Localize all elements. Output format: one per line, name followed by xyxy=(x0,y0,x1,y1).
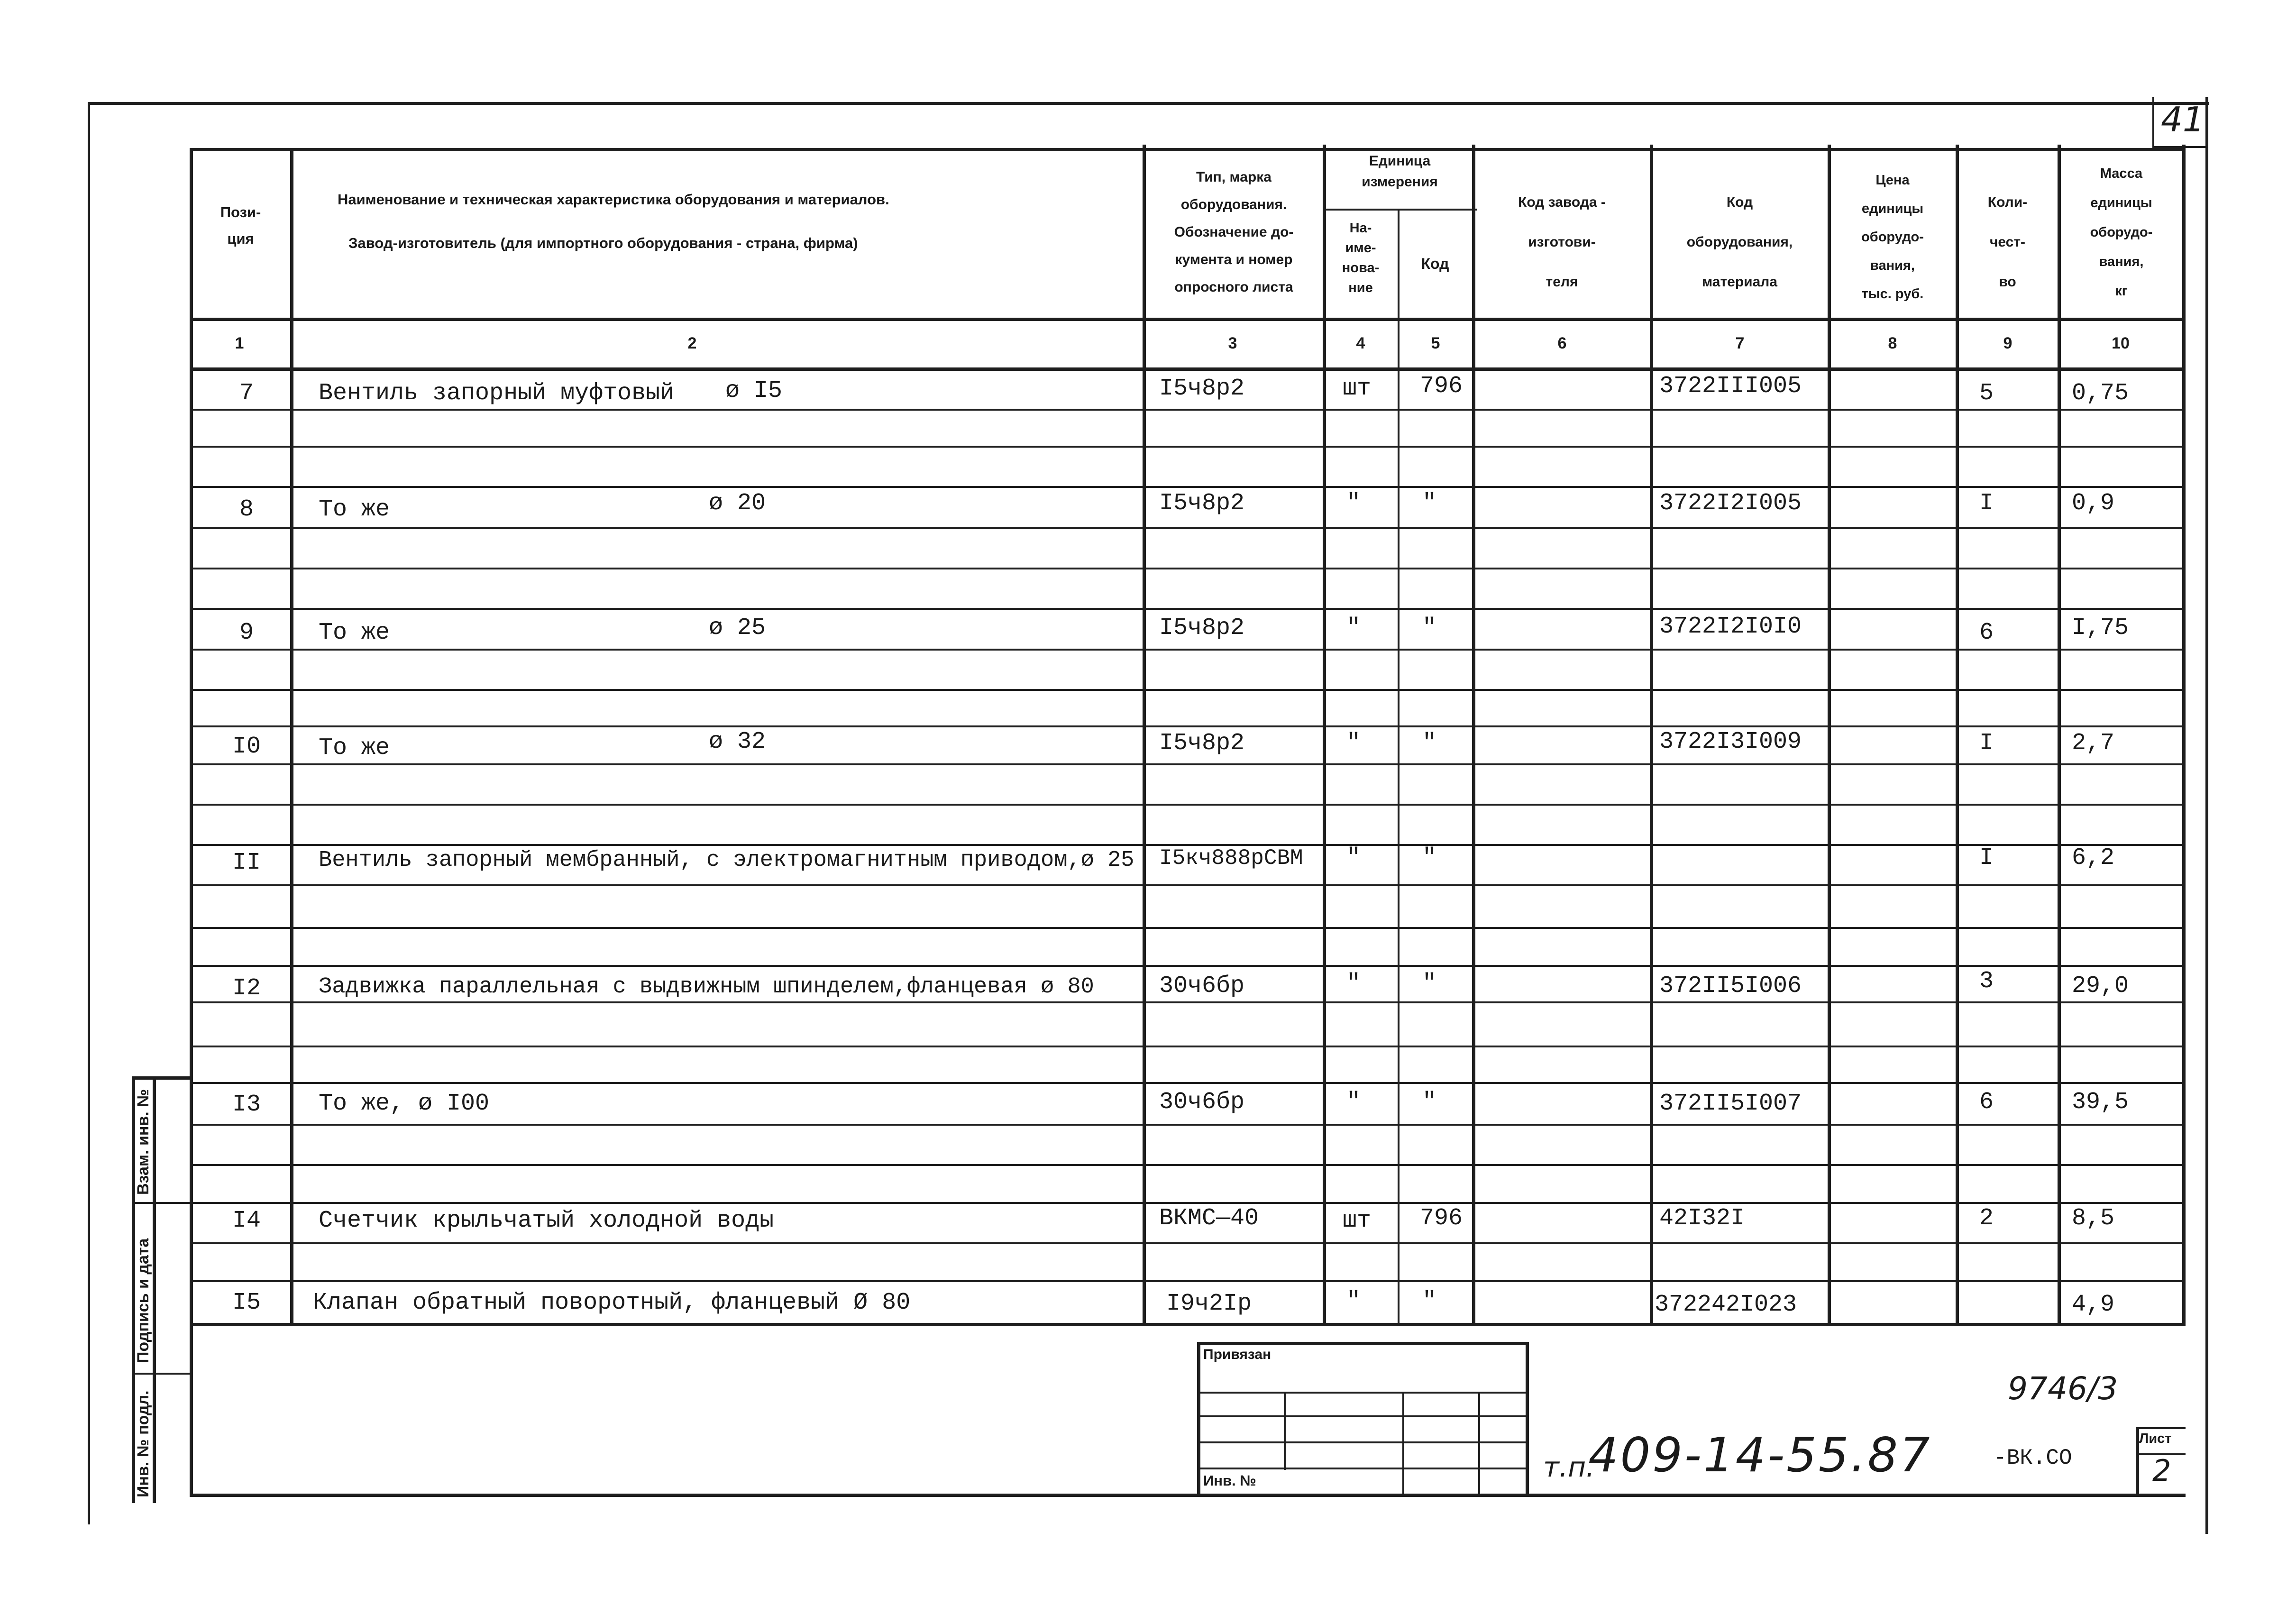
col-line-3 xyxy=(1143,145,1146,1326)
inv-no-label: Инв. № xyxy=(1203,1472,1256,1489)
row-type: 30ч6бр xyxy=(1159,973,1245,1000)
stamp-divider-2 xyxy=(132,1373,191,1375)
row-type: I9ч2Iр xyxy=(1166,1290,1252,1317)
col-line-2 xyxy=(290,148,293,1326)
colnum-2: 2 xyxy=(687,334,697,352)
row-line xyxy=(190,725,2186,727)
row-unit-code: " xyxy=(1422,615,1437,642)
row-mass: 4,9 xyxy=(2072,1291,2115,1318)
row-equipment-code: 3722III005 xyxy=(1659,373,1802,400)
row-name: Задвижка параллельная с выдвижным шпинделем,фланцевая ø 80 xyxy=(319,974,1094,1000)
stamp-vzam-inv: Взам. инв. № xyxy=(134,1089,152,1195)
row-type: I5кч888рСВМ xyxy=(1159,846,1303,871)
header-type: Тип, марка оборудования. Обозначение до- кумента и номер опросного листа xyxy=(1174,169,1294,295)
header-name-line1: Наименование и техническая характеристика оборудования и материалов. xyxy=(338,191,889,208)
row-position: I2 xyxy=(232,975,261,1002)
row-line xyxy=(190,649,2186,651)
row-unit: шт xyxy=(1343,375,1372,402)
row-position: I0 xyxy=(232,733,261,760)
row-position: I3 xyxy=(232,1091,261,1118)
row-name: Счетчик крыльчатый холодной воды xyxy=(319,1207,774,1234)
row-unit: " xyxy=(1346,1288,1361,1315)
row-line xyxy=(190,927,2186,929)
sheet-number: 2 xyxy=(2152,1453,2171,1488)
row-line xyxy=(190,763,2186,765)
row-quantity: 6 xyxy=(1979,619,1994,646)
stamp-inv-podl: Инв. № подл. xyxy=(134,1390,152,1497)
row-name: Вентиль запорный мембранный, с электромагнитным приводом,ø 25 xyxy=(319,848,1134,873)
row-quantity: 6 xyxy=(1979,1089,1994,1116)
row-line xyxy=(190,1202,2186,1204)
row-position: 7 xyxy=(239,380,254,407)
privyazan-top xyxy=(1197,1342,1529,1345)
stamp-podpis-data: Подпись и дата xyxy=(134,1238,152,1363)
row-unit-code: 796 xyxy=(1420,373,1463,400)
colnum-6: 6 xyxy=(1557,334,1567,352)
col-line-4 xyxy=(1323,145,1326,1326)
privyazan-right xyxy=(1526,1342,1529,1496)
row-position: I5 xyxy=(232,1289,261,1316)
outer-frame-right xyxy=(2205,97,2208,1534)
row-equipment-code: 3722I2I0I0 xyxy=(1659,613,1802,640)
row-type: 30ч6бр xyxy=(1159,1089,1245,1116)
table-top-line xyxy=(190,148,2186,151)
row-line xyxy=(190,1164,2186,1166)
header-quantity: Коли- чест- во xyxy=(1987,194,2028,290)
unit-subheader-line xyxy=(1325,209,1477,211)
header-equipment-code: Код оборудования, материала xyxy=(1686,194,1793,290)
outer-frame-top xyxy=(88,102,2209,105)
row-mass: 8,5 xyxy=(2072,1205,2115,1232)
colnum-4: 4 xyxy=(1356,334,1365,352)
header-name-line2: Завод-изготовитель (для импортного оборудования - страна, фирма) xyxy=(348,235,858,251)
row-line xyxy=(190,1001,2186,1003)
row-name: То же, ø I00 xyxy=(319,1090,490,1117)
row-name: Вентиль запорный муфтовый xyxy=(319,380,675,407)
header-factory-code: Код завода - изготови- теля xyxy=(1518,194,1606,290)
header-mass: Масса единицы оборудо- вания, кг xyxy=(2090,166,2153,299)
frame-bottom-left xyxy=(190,1323,193,1497)
row-line xyxy=(190,1242,2186,1244)
header-unit-price: Цена единицы оборудо- вания, тыс. руб. xyxy=(1861,173,1924,302)
row-line xyxy=(190,1280,2186,1282)
sheet-box-left xyxy=(2136,1427,2139,1496)
row-name: То же xyxy=(319,496,390,523)
row-quantity: I xyxy=(1979,844,1994,872)
row-unit: " xyxy=(1346,615,1361,642)
row-quantity: 2 xyxy=(1979,1205,1994,1232)
table-bottom-line xyxy=(190,1323,2186,1326)
row-type: I5ч8р2 xyxy=(1159,615,1245,642)
col-line-11 xyxy=(2182,145,2186,1326)
colnum-8: 8 xyxy=(1888,334,1897,352)
frame-bottom-line xyxy=(190,1494,2186,1497)
privyazan-col-3 xyxy=(1478,1392,1480,1494)
row-position: I4 xyxy=(232,1207,261,1234)
col-line-6 xyxy=(1472,145,1475,1326)
doc-suffix: -ВК.СО xyxy=(1994,1446,2072,1470)
row-line xyxy=(190,804,2186,806)
row-equipment-code: 372II5I007 xyxy=(1659,1090,1802,1117)
row-position: 9 xyxy=(239,619,254,646)
row-diameter: ø 32 xyxy=(709,728,766,755)
row-quantity: I xyxy=(1979,730,1994,757)
colnum-1: 1 xyxy=(235,334,244,352)
row-unit: " xyxy=(1346,970,1361,997)
col-line-10 xyxy=(2058,145,2061,1326)
outer-frame-left xyxy=(88,102,90,1524)
row-line xyxy=(190,1046,2186,1047)
row-type: I5ч8р2 xyxy=(1159,490,1245,517)
row-unit-code: 796 xyxy=(1420,1205,1463,1232)
header-position: Пози- ция xyxy=(220,204,261,247)
row-equipment-code: 372II5I006 xyxy=(1659,973,1802,1000)
row-diameter: ø 20 xyxy=(709,490,766,517)
row-quantity: I xyxy=(1979,490,1994,517)
row-mass: 0,75 xyxy=(2072,380,2129,407)
row-line xyxy=(190,527,2186,529)
colnum-10: 10 xyxy=(2112,334,2130,352)
corner-box-left xyxy=(2152,97,2154,147)
colnum-7: 7 xyxy=(1735,334,1745,352)
header-unit-name: На- име- нова- ние xyxy=(1342,220,1380,295)
privyazan-label: Привязан xyxy=(1203,1347,1271,1362)
row-line xyxy=(190,689,2186,691)
privyazan-left xyxy=(1197,1342,1200,1496)
row-name: То же xyxy=(319,619,390,646)
col-line-5 xyxy=(1398,209,1400,1326)
row-line xyxy=(190,965,2186,967)
row-mass: 0,9 xyxy=(2072,490,2115,517)
privyazan-col-2 xyxy=(1402,1392,1404,1494)
project-prefix: т.п. xyxy=(1543,1451,1595,1483)
header-bottom-line xyxy=(190,318,2186,321)
stamp-inner-line xyxy=(153,1076,156,1503)
row-quantity: 3 xyxy=(1979,968,1994,995)
row-unit-code: " xyxy=(1422,490,1437,517)
header-unit-group: Единица измерения xyxy=(1362,153,1438,190)
row-equipment-code: 3722I3I009 xyxy=(1659,728,1802,755)
doc-number-handwritten: 9746/3 xyxy=(2008,1370,2118,1407)
row-line xyxy=(190,1082,2186,1084)
row-mass: I,75 xyxy=(2072,615,2129,642)
row-line xyxy=(190,884,2186,886)
row-position: 8 xyxy=(239,496,254,523)
row-unit-code: " xyxy=(1422,970,1437,997)
row-quantity: 5 xyxy=(1979,380,1994,407)
row-equipment-code: 42I32I xyxy=(1659,1205,1745,1232)
row-type: I5ч8р2 xyxy=(1159,730,1245,757)
row-name: То же xyxy=(319,734,390,762)
row-unit-code: " xyxy=(1422,1089,1437,1116)
row-equipment-code: 372242I023 xyxy=(1655,1291,1797,1318)
col-line-8 xyxy=(1828,145,1831,1326)
row-unit-code: " xyxy=(1422,844,1437,872)
row-type: I5ч8р2 xyxy=(1159,375,1245,402)
col-line-1 xyxy=(190,148,193,1326)
row-line xyxy=(190,568,2186,569)
sheet-corner-number: 41 xyxy=(2161,100,2205,139)
col-line-7 xyxy=(1650,145,1653,1326)
colnum-bottom-line xyxy=(190,367,2186,371)
col-line-9 xyxy=(1956,145,1959,1326)
row-line xyxy=(190,446,2186,448)
row-line xyxy=(190,486,2186,488)
colnum-5: 5 xyxy=(1431,334,1440,352)
privyazan-col-1 xyxy=(1284,1392,1286,1470)
row-name: Клапан обратный поворотный, фланцевый Ø 80 xyxy=(313,1289,911,1316)
row-mass: 39,5 xyxy=(2072,1089,2129,1116)
row-diameter: ø I5 xyxy=(725,377,783,404)
row-mass: 29,0 xyxy=(2072,973,2129,1000)
sheet-box-top xyxy=(2136,1427,2186,1429)
row-line xyxy=(190,409,2186,411)
row-position: II xyxy=(232,849,261,876)
row-unit-code: " xyxy=(1422,730,1437,757)
row-unit: " xyxy=(1346,490,1361,517)
row-line xyxy=(190,608,2186,610)
row-line xyxy=(190,1124,2186,1126)
project-code: 409-14-55.87 xyxy=(1588,1427,1932,1483)
colnum-9: 9 xyxy=(2003,334,2012,352)
row-mass: 2,7 xyxy=(2072,730,2115,757)
row-unit: " xyxy=(1346,1089,1361,1116)
row-equipment-code: 3722I2I005 xyxy=(1659,490,1802,517)
colnum-3: 3 xyxy=(1228,334,1237,352)
header-unit-code: Код xyxy=(1421,255,1449,272)
row-unit: " xyxy=(1346,844,1361,872)
row-mass: 6,2 xyxy=(2072,844,2115,872)
row-unit: " xyxy=(1346,730,1361,757)
row-unit-code: " xyxy=(1422,1288,1437,1315)
sheet-label: Лист xyxy=(2139,1431,2172,1446)
row-type: ВКМС—40 xyxy=(1159,1205,1259,1232)
row-unit: шт xyxy=(1343,1207,1372,1234)
row-diameter: ø 25 xyxy=(709,615,766,642)
